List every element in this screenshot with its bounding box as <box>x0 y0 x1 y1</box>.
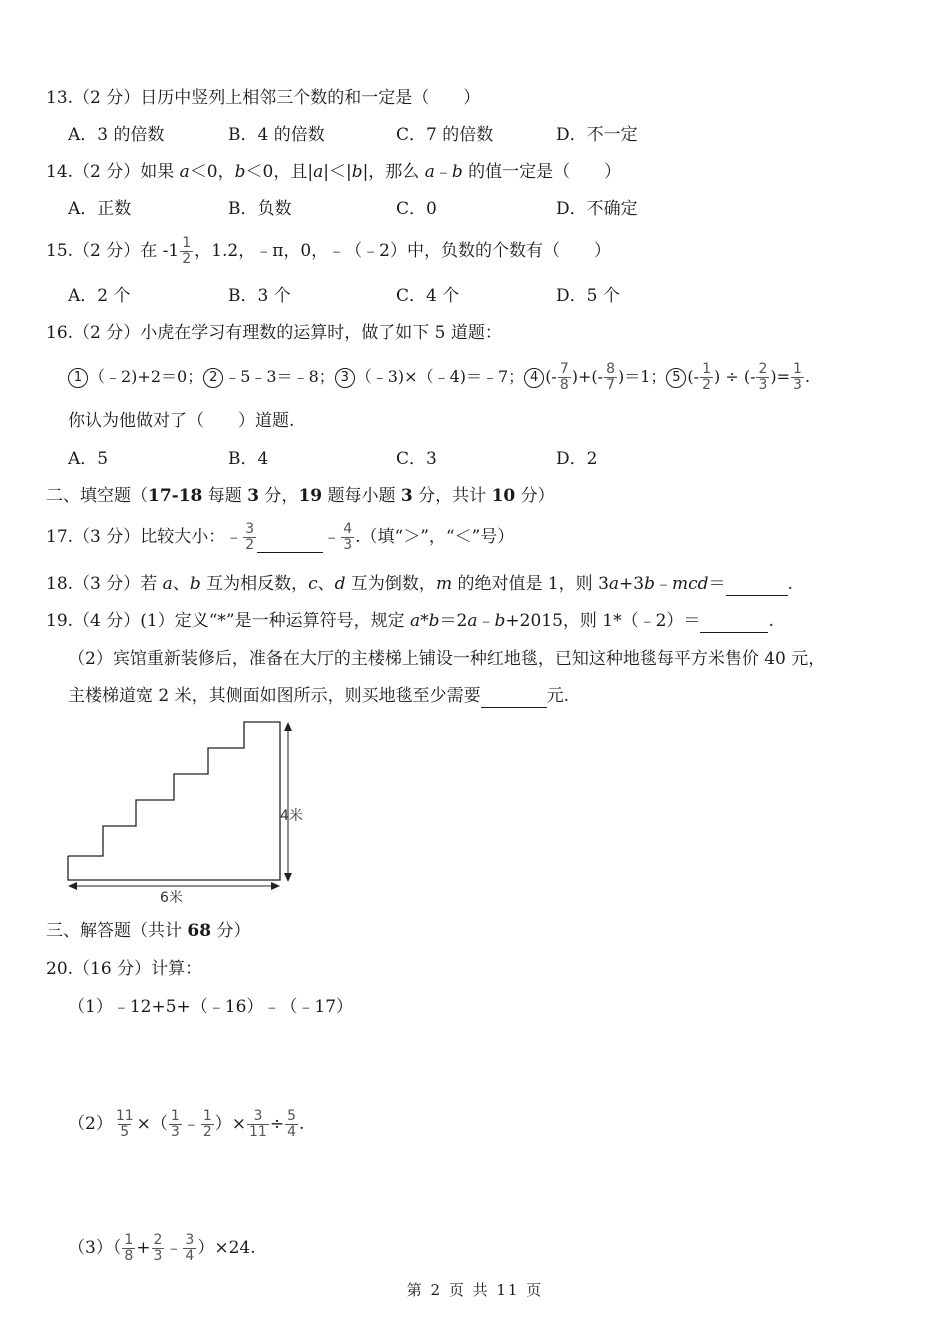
fraction <box>247 1109 269 1140</box>
numerator: 3 <box>185 1232 195 1248</box>
section-title-text: 题每小题 <box>322 486 401 506</box>
numerator: 2 <box>153 1232 163 1248</box>
q20-text: ﹣ <box>165 1238 183 1258</box>
denominator: 3 <box>758 377 768 393</box>
q18-text: 互为相反数， <box>200 574 309 594</box>
q20-part2 <box>68 1109 304 1140</box>
q15-option-a: A．2 个 <box>68 286 131 306</box>
q14-var-a: a <box>313 162 324 182</box>
circled-number-3: 3 <box>335 368 355 388</box>
section-3-title <box>46 919 250 943</box>
q19-text: 主楼梯道宽 2 米，其侧面如图所示，则买地毯至少需要 <box>68 686 481 706</box>
var-b: b <box>494 611 506 631</box>
numerator: 7 <box>559 361 569 377</box>
denominator: 8 <box>559 377 569 393</box>
answer-blank[interactable] <box>257 534 323 553</box>
circled-number-4: 4 <box>524 368 544 388</box>
q14-var-b: b <box>351 162 363 182</box>
q16-expressions <box>68 362 810 393</box>
q16-expr-1: （﹣2)+2＝0； <box>89 367 204 386</box>
denominator: 3 <box>343 537 353 553</box>
q15-option-b: B．3 个 <box>228 286 291 306</box>
answer-blank[interactable] <box>726 577 788 596</box>
fraction <box>152 1233 165 1264</box>
q20-text: ÷ <box>269 1114 285 1134</box>
q14-text: 的值一定是（ ） <box>462 162 622 182</box>
q13-option-c: C．7 的倍数 <box>396 125 494 145</box>
q16-option-d: D．2 <box>556 449 598 469</box>
q17-text: 17.（3 分）比较大小：﹣ <box>46 527 243 547</box>
q18-text: 的绝对值是 1，则 3 <box>452 574 609 594</box>
q19-part2-line2 <box>68 684 569 708</box>
q20-text: （2） <box>68 1114 113 1134</box>
q15-text: ，1.2，﹣π，0，﹣（﹣2）中，负数的个数有（ ） <box>194 241 611 261</box>
q18-text: 、 <box>317 574 335 594</box>
section-title-text: 分，共计 <box>412 486 492 506</box>
fraction <box>114 1109 136 1140</box>
numerator: 1 <box>793 361 802 377</box>
var-b: b <box>189 574 201 594</box>
q18-text: 、 <box>172 574 190 594</box>
numerator: 1 <box>124 1232 134 1248</box>
q15-option-d: D．5 个 <box>556 286 620 306</box>
q16-option-a: A．5 <box>68 449 109 469</box>
q20-part3 <box>68 1233 256 1264</box>
question-13-stem: 13.（2 分）日历中竖列上相邻三个数的和一定是（ ） <box>46 88 481 108</box>
q20-text: . <box>299 1114 305 1134</box>
q20-part1: （1）﹣12+5+（﹣16）﹣（﹣17） <box>68 997 354 1017</box>
section-title-text: 17-18 <box>148 486 203 506</box>
denominator: 8 <box>124 1248 134 1264</box>
q14-var-b: b <box>451 162 463 182</box>
q16-ask: 你认为他做对了（ ）道题. <box>68 411 295 431</box>
numerator: 1 <box>702 361 711 377</box>
q13-option-a: A．3 的倍数 <box>68 125 165 145</box>
answer-blank[interactable] <box>700 614 768 633</box>
q17-text: .（填“＞”，“＜”号） <box>355 527 515 547</box>
q16-expr-3: （﹣3)×（﹣4)＝﹣7； <box>355 367 525 386</box>
section-title-text: 每题 <box>202 486 248 506</box>
q14-text: ＜0，且| <box>245 162 314 182</box>
question-15-stem <box>46 236 611 267</box>
numerator: 2 <box>758 361 768 377</box>
q16-option-b: B．4 <box>228 449 269 469</box>
q15-fraction <box>180 236 193 267</box>
q18-text: . <box>787 574 793 594</box>
q15-text: 15.（2 分）在 -1 <box>46 241 180 261</box>
q20-text: ）× <box>214 1114 246 1134</box>
numerator: 1 <box>170 1108 180 1124</box>
q19-text: 19.（4 分）(1）定义“*”是一种运算符号，规定 <box>46 611 410 631</box>
fraction <box>183 1233 196 1264</box>
var-mcd: mcd <box>672 574 709 594</box>
fraction <box>169 1109 182 1140</box>
q16-expr-5: ) ÷ (- <box>714 367 756 386</box>
q14-text: ﹣ <box>434 162 452 182</box>
var-m: m <box>435 574 453 594</box>
q18-text: ﹣ <box>655 574 672 594</box>
q14-var-a: a <box>179 162 190 182</box>
section-title-text: 二、填空题（ <box>46 486 148 506</box>
q14-text: |＜| <box>323 162 352 182</box>
question-18 <box>46 572 793 596</box>
q20-text: ×（ <box>136 1114 168 1134</box>
q18-text: 互为倒数， <box>345 574 436 594</box>
arrow-up-icon <box>284 722 292 731</box>
circled-number-2: 2 <box>203 368 223 388</box>
numerator: 8 <box>606 361 615 377</box>
q19-text: ＝2 <box>439 611 468 631</box>
var-a: a <box>467 611 478 631</box>
denominator: 5 <box>120 1124 130 1140</box>
section-title-text: 分） <box>515 486 555 506</box>
section-title-text: 10 <box>491 486 516 506</box>
question-16-stem: 16.（2 分）小虎在学习有理数的运算时，做了如下 5 道题： <box>46 323 502 343</box>
q18-text: +3 <box>619 574 645 594</box>
section-title-text: 19 <box>298 486 323 506</box>
circled-number-1: 1 <box>68 368 88 388</box>
q16-expr-4: (- <box>545 367 557 386</box>
var-d: d <box>334 574 346 594</box>
q19-text: . <box>768 611 774 631</box>
section-title-text: 3 <box>400 486 413 506</box>
fraction <box>756 362 769 393</box>
q13-option-b: B．4 的倍数 <box>228 125 325 145</box>
q18-text: ＝ <box>708 574 726 594</box>
q14-option-c: C．0 <box>396 199 437 219</box>
q14-text: |，那么 <box>362 162 425 182</box>
arrow-down-icon <box>284 873 292 882</box>
denominator: 3 <box>170 1124 180 1140</box>
var-a: a <box>162 574 173 594</box>
q20-text: ）×24. <box>197 1238 256 1258</box>
fraction <box>604 362 617 393</box>
var-expr: a*b <box>410 611 440 631</box>
fraction <box>558 362 571 393</box>
numerator: 1 <box>202 1108 212 1124</box>
q15-option-c: C．4 个 <box>396 286 460 306</box>
section-title-text: 3 <box>247 486 260 506</box>
q20-text: + <box>136 1238 151 1258</box>
width-label: 6米 <box>160 890 183 906</box>
fraction <box>201 1109 214 1140</box>
q19-text: +2015，则 1*（﹣2）＝ <box>505 611 701 631</box>
q19-part2-line1: （2）宾馆重新装修后，准备在大厅的主楼梯上铺设一种红地毯，已知这种地毯每平方米售价 40 元， <box>68 649 826 669</box>
q14-text: ＜0， <box>189 162 235 182</box>
denominator: 4 <box>287 1124 296 1140</box>
denominator: 3 <box>793 377 802 393</box>
staircase-figure <box>58 718 318 908</box>
q14-var-a: a <box>424 162 435 182</box>
answer-blank[interactable] <box>481 689 547 708</box>
q14-option-d: D．不确定 <box>556 199 638 219</box>
circled-number-5: 5 <box>666 368 686 388</box>
denominator: 2 <box>202 1124 212 1140</box>
section-title-text: 68 <box>187 921 212 941</box>
section-title-text: 分） <box>211 921 251 941</box>
q16-expr-2: ﹣5﹣3＝﹣8； <box>224 367 335 386</box>
denominator: 2 <box>702 377 711 393</box>
q14-option-a: A．正数 <box>68 199 132 219</box>
page-footer: 第 2 页 共 11 页 <box>406 1281 544 1299</box>
numerator: 1 <box>182 235 192 251</box>
question-20-stem: 20.（16 分）计算： <box>46 959 203 979</box>
q13-option-d: D．不一定 <box>556 125 638 145</box>
section-title-text: 三、解答题（共计 <box>46 921 188 941</box>
q14-text: 14.（2 分）如果 <box>46 162 180 182</box>
q16-expr-4: )＝1； <box>617 367 667 386</box>
q17-text: ﹣ <box>323 527 341 547</box>
var-b: b <box>644 574 655 594</box>
q18-text: 18.（3 分）若 <box>46 574 163 594</box>
numerator: 5 <box>287 1108 296 1124</box>
fraction <box>341 522 354 553</box>
numerator: 3 <box>245 521 255 537</box>
q14-var-b: b <box>234 162 246 182</box>
denominator: 11 <box>249 1124 267 1140</box>
denominator: 7 <box>606 377 615 393</box>
numerator: 4 <box>343 521 353 537</box>
fraction <box>243 522 256 553</box>
section-2-title <box>46 484 555 508</box>
q16-expr-5: )= <box>770 367 791 386</box>
section-title-text: 分， <box>259 486 299 506</box>
arrow-left-icon <box>68 882 77 890</box>
q16-expr-4: )+(- <box>571 367 604 386</box>
q20-text: （3）（ <box>68 1238 122 1258</box>
denominator: 2 <box>245 537 255 553</box>
fraction <box>285 1109 298 1140</box>
question-14-stem <box>46 160 621 184</box>
q16-expr-5: (- <box>687 367 700 386</box>
denominator: 4 <box>185 1248 195 1264</box>
height-label: 4米 <box>280 808 303 824</box>
fraction <box>122 1233 135 1264</box>
var-a: a <box>608 574 620 594</box>
question-19 <box>46 609 774 633</box>
q20-text: ﹣ <box>182 1114 200 1134</box>
q14-option-b: B．负数 <box>228 199 292 219</box>
denominator: 2 <box>182 251 192 267</box>
numerator: 3 <box>253 1108 263 1124</box>
q16-expr-5: . <box>804 367 811 386</box>
var-c: c <box>308 574 318 594</box>
fraction <box>791 362 804 393</box>
staircase-outline <box>68 722 280 880</box>
question-17 <box>46 522 514 553</box>
q16-option-c: C．3 <box>396 449 437 469</box>
denominator: 3 <box>153 1248 163 1264</box>
numerator: 11 <box>115 1108 134 1124</box>
q19-text: ﹣ <box>477 611 495 631</box>
q19-text: 元. <box>546 686 570 706</box>
fraction <box>700 362 713 393</box>
arrow-right-icon <box>271 882 280 890</box>
